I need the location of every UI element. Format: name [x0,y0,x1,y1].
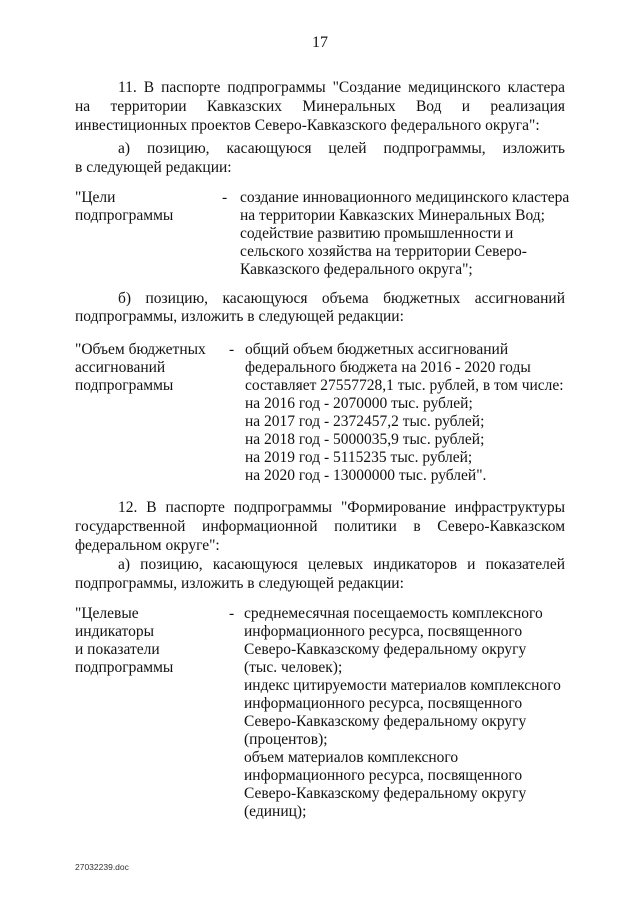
budget-dash: - [229,341,235,358]
goals-value-line-1: создание инновационного медицинского кластера [240,189,570,206]
goals-dash: - [222,189,228,206]
item12-a-line-2: подпрограммы, изложить в следующей редакции: [75,575,404,592]
item11-line-3: инвестиционных проектов Северо-Кавказского федерального округа": [75,117,540,134]
budget-value-line-7: на 2019 год - 5115235 тыс. рублей; [245,449,473,466]
item12-line-3: федеральном округе": [75,537,220,554]
budget-value-line-5: на 2017 год - 2372457,2 тыс. рублей; [245,413,485,430]
budget-value-line-4: на 2016 год - 2070000 тыс. рублей; [245,395,473,412]
item11-b-line-1: б) позицию, касающуюся объема бюджетных ассигнований [118,290,565,307]
item11-b-line-2: подпрограммы, изложить в следующей редакции: [75,308,404,325]
indicators-value-line-6: информационного ресурса, посвященного [244,695,523,712]
indicators-label-line-1: "Целевые [75,605,139,622]
budget-value-line-1: общий объем бюджетных ассигнований [245,341,509,358]
budget-value-line-3: составляет 27557728,1 тыс. рублей, в том числе: [245,377,564,394]
indicators-label-line-2: индикаторы [75,623,155,640]
indicators-value-line-9: объем материалов комплексного [244,749,459,766]
budget-label-line-1: "Объем бюджетных [75,341,206,358]
indicators-value-line-1: среднемесячная посещаемость комплексного [244,605,543,622]
budget-label-line-3: подпрограммы [75,377,174,394]
goals-value-line-5: Кавказского федерального округа"; [240,261,473,278]
goals-label-line-1: "Цели [75,189,116,206]
item11-line-1: 11. В паспорте подпрограммы "Создание медицинского кластера [118,79,565,96]
document-filename: 27032239.doc [75,862,129,872]
indicators-value-line-3: Северо-Кавказскому федеральному округу [244,641,527,658]
indicators-value-line-12: (единиц); [244,803,307,820]
item12-a-line-1: а) позицию, касающуюся целевых индикаторов и показателей [118,556,565,573]
indicators-value-line-10: информационного ресурса, посвященного [244,767,523,784]
goals-value-line-4: сельского хозяйства на территории Северо- [240,243,527,260]
indicators-value-line-8: (процентов); [244,731,328,748]
indicators-label-line-4: подпрограммы [75,659,174,676]
item11-line-2: на территории Кавказских Минеральных Вод и реализация [75,98,565,115]
goals-label-line-2: подпрограммы [75,207,174,224]
goals-value-line-2: на территории Кавказских Минеральных Вод; [240,207,545,224]
indicators-value-line-7: Северо-Кавказскому федеральному округу [244,713,527,730]
item11-a-line-1: а) позицию, касающуюся целей подпрограммы, изложить [118,140,565,157]
item12-line-1: 12. В паспорте подпрограммы "Формирование инфраструктуры [118,499,565,516]
indicators-dash: - [229,605,235,622]
item11-a-line-2: в следующей редакции: [75,159,232,176]
indicators-value-line-5: индекс цитируемости материалов комплексного [244,677,561,694]
goals-value-line-3: содействие развитию промышленности и [240,225,514,242]
budget-value-line-6: на 2018 год - 5000035,9 тыс. рублей; [245,431,485,448]
indicators-value-line-4: (тыс. человек); [244,659,343,676]
indicators-value-line-11: Северо-Кавказскому федеральному округу [244,785,527,802]
page-number: 17 [312,34,328,51]
budget-value-line-2: федерального бюджета на 2016 - 2020 годы [245,359,531,376]
indicators-label-line-3: и показатели [75,641,160,658]
budget-value-line-8: на 2020 год - 13000000 тыс. рублей". [245,467,487,484]
budget-label-line-2: ассигнований [75,359,166,376]
indicators-value-line-2: информационного ресурса, посвященного [244,623,523,640]
item12-line-2: государственной информационной политики в Северо-Кавказском [75,518,565,535]
